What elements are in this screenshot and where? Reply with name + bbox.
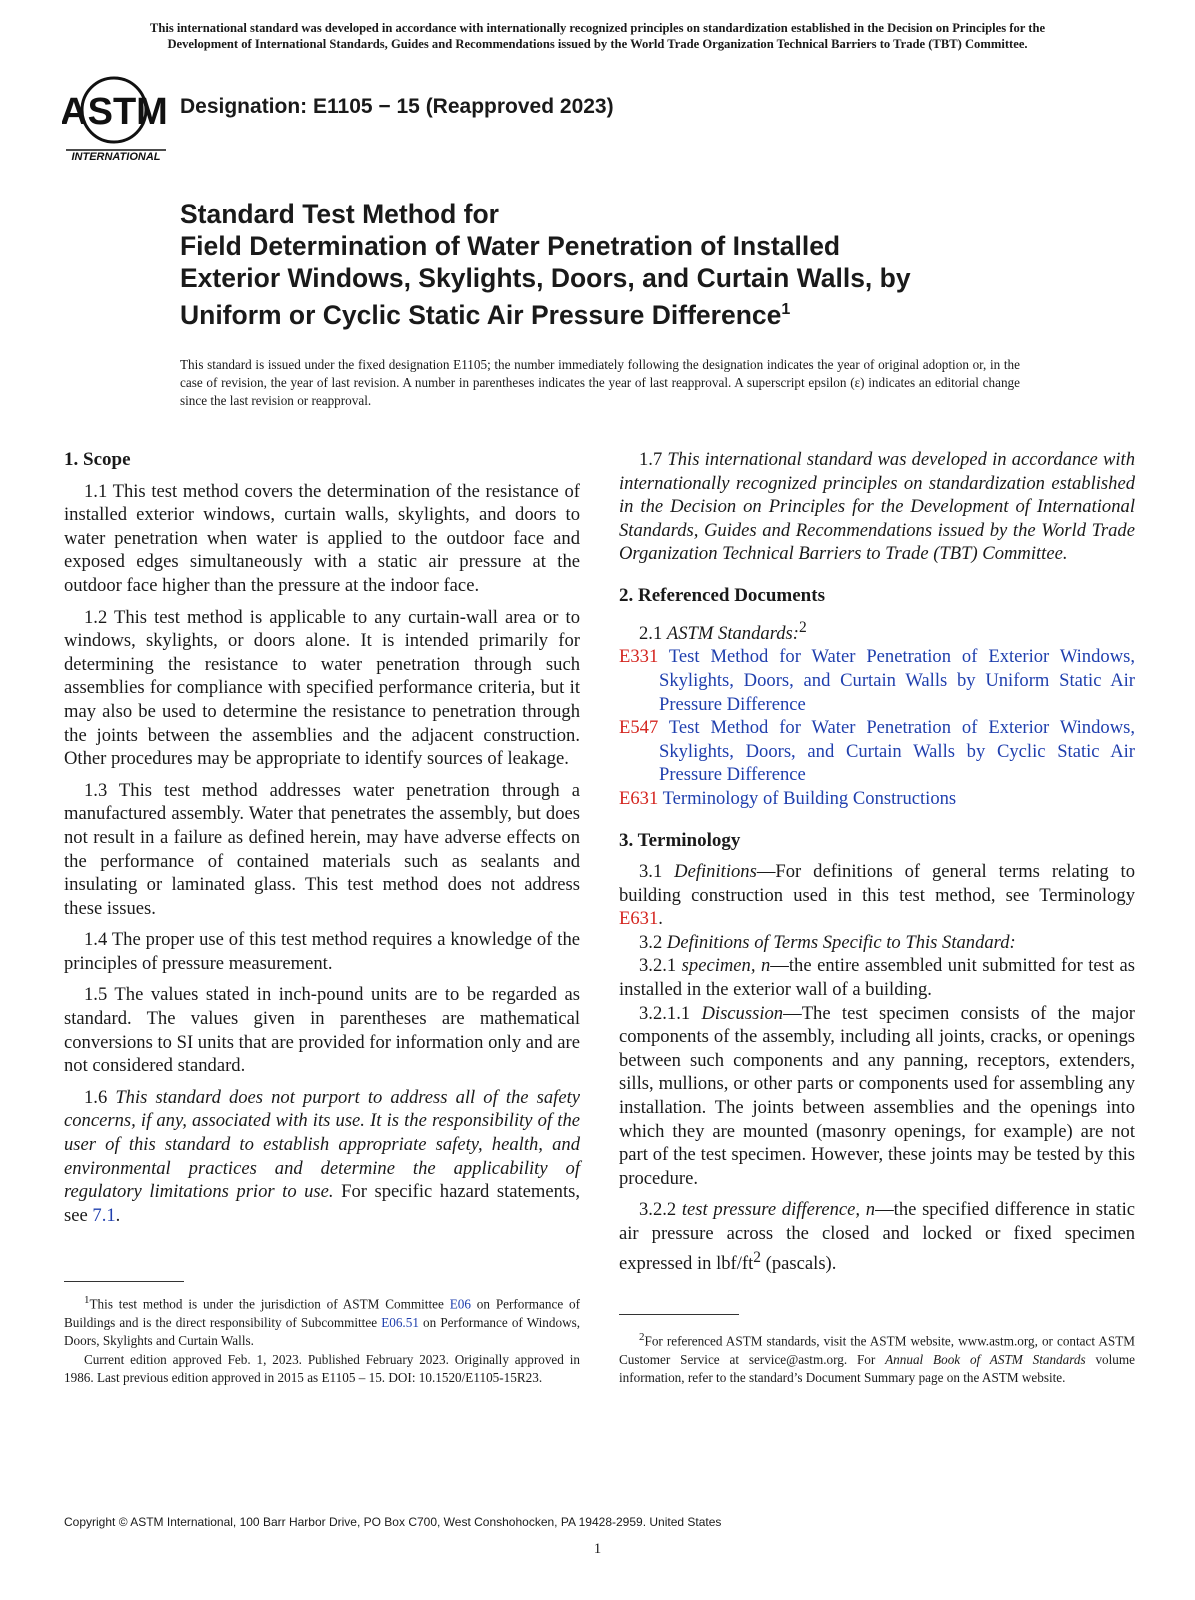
para-3-2-2-term: test pressure difference, n: [681, 1199, 876, 1221]
footnote-2-mark: 2: [639, 1331, 645, 1343]
para-3-2-2: [619, 1198, 1135, 1275]
title-line4: Uniform or Cyclic Static Air Pressure Difference: [180, 299, 782, 330]
ref-title-e331[interactable]: Test Method for Water Penetration of Exterior Windows, Skylights, Doors, and Curtain Walls by Uniform Static Air Pressure Difference: [659, 646, 1136, 715]
ref-item-e331[interactable]: [619, 645, 1135, 716]
title-line3: Exterior Windows, Skylights, Doors, and Curtain Walls, by: [180, 263, 911, 293]
left-column: [64, 448, 580, 1227]
para-1-5: 1.5 The values stated in inch-pound units are to be regarded as standard. The values given in parentheses are mathematical conversions to SI units that are provided for information only and are not considered standard.: [64, 984, 580, 1077]
para-3-2-2-num: 3.2.2: [639, 1199, 677, 1221]
footnote-2-b: volume information, refer to the standard’s Document Summary page on the ASTM website.: [619, 1351, 1135, 1386]
ref-title-e631[interactable]: Terminology of Building Constructions: [662, 787, 957, 809]
para-1-2: 1.2 This test method is applicable to any curtain-wall area or to windows, skylights, or doors alone. It is intended primarily for determining the resistance to water penetration through such assemblies for compliance with specified performance criteria, but it may also be used to determine the resistance to penetration through the joints between the assemblies and the adjacent construction. Other procedures may be appropriate to identify sources of leakage.: [64, 606, 580, 770]
para-3-1-num: 3.1: [639, 861, 663, 883]
para-1-4: 1.4 The proper use of this test method requires a knowledge of the principles of pressure measurement.: [64, 929, 580, 974]
scope-heading: 1. Scope: [64, 449, 131, 470]
footnote-rule-right: [619, 1314, 739, 1315]
logo-letters: ASTM: [62, 91, 168, 133]
para-3-1-label: Definitions: [674, 861, 757, 883]
tbt-notice-line1: This international standard was developed in accordance with internationally recognized principles on standardization established in the Decision on Principles for the: [149, 21, 1046, 35]
footnote-2-a: For referenced ASTM standards, visit the ASTM website, www.astm.org, or contact ASTM Customer Service at service@astm.org. For: [619, 1333, 1135, 1367]
footnote-2: [619, 1328, 1135, 1388]
designation: Designation: E1105 − 15 (Reapproved 2023): [180, 95, 614, 118]
footnote-1-p2: Current edition approved Feb. 1, 2023. Published February 2023. Originally approved in 1986. Last previous edition approved in 2015 as E1105 – 15. DOI: 10.1520/E1105-15R23.: [64, 1351, 580, 1386]
para-3-1: [619, 860, 1135, 931]
footnote-1-p1: [64, 1291, 580, 1351]
para-3-2-1-1-num: 3.2.1.1: [639, 1002, 691, 1024]
para-3-2-label: Definitions of Terms Specific to This Standard:: [666, 931, 1016, 953]
ref-code-e331[interactable]: E331: [619, 646, 659, 668]
issued-notice: This standard is issued under the fixed designation E1105; the number immediately following the designation indicates the year of original adoption or, in the case of revision, the year of last revision. A number in parentheses indicates the year of last reapproval. A superscript epsilon (ε) indicates an editorial change since the last revision or reapproval.: [180, 357, 1020, 408]
para-1-6-italic: This standard does not purport to address all of the safety concerns, if any, associated with its use. It is the responsibility of the user of this standard to establish appropriate safety, health, and environmental practices and determine the applicability of regulatory limitations prior to use.: [64, 1086, 580, 1203]
para-1-7-num: 1.7: [639, 449, 663, 470]
footnote-1-c: on Performance of Windows, Doors, Skylights and Curtain Walls.: [64, 1314, 581, 1349]
para-1-6-num: 1.6: [84, 1086, 108, 1108]
tbt-notice: [60, 20, 1135, 52]
footnote-2-p1: [619, 1328, 1135, 1388]
astm-logo: [62, 72, 170, 167]
document-title: [180, 198, 1060, 331]
para-2-1-num: 2.1: [639, 622, 663, 644]
para-2-1: [619, 616, 1135, 646]
para-1-6-end: .: [115, 1204, 121, 1226]
para-3-2-2-sup: 2: [753, 1248, 762, 1266]
para-2-1-label: ASTM Standards:: [666, 622, 799, 644]
footnote-rule-left: [64, 1281, 184, 1282]
para-3-2-2-text: —the specified difference in static air pressure across the closed and locked or fixed specimen expressed in lbf/ft: [619, 1199, 1135, 1274]
para-3-2-1-text: —the entire assembled unit submitted for test as installed in the exterior wall of a building.: [619, 955, 1135, 1001]
para-3-2-1-num: 3.2.1: [639, 955, 677, 977]
para-3-1-text: —For definitions of general terms relating to building construction used in this test method, see Terminology: [619, 861, 1135, 906]
para-1-7: [619, 448, 1135, 566]
para-3-1-end: .: [658, 908, 663, 930]
para-1-7-italic: This international standard was developed in accordance with internationally recognized principles on standardization established in the Decision on Principles for the Development of International Standards, Guides and Recommendations issued by the World Trade Organization Technical Barriers to Trade (TBT) Committee.: [619, 449, 1135, 565]
para-3-2-1-1: [619, 1002, 1135, 1191]
para-2-1-mark: 2: [798, 618, 807, 636]
para-1-6: [64, 1086, 580, 1228]
ref-item-e631[interactable]: [619, 787, 1135, 811]
referenced-heading: 2. Referenced Documents: [619, 584, 825, 606]
footnote-1-a: This test method is under the jurisdiction of ASTM Committee: [89, 1296, 444, 1312]
copyright: Copyright © ASTM International, 100 Barr Harbor Drive, PO Box C700, West Conshohocken, PA 19428-2959. United States: [64, 1515, 722, 1529]
link-e06-51[interactable]: E06.51: [381, 1314, 419, 1330]
para-3-2-1-1-label: Discussion: [701, 1002, 784, 1024]
para-1-6-tail: For specific hazard statements, see: [64, 1181, 580, 1226]
ref-code-e631[interactable]: E631: [619, 787, 659, 809]
para-3-2: [619, 931, 1135, 955]
title-line2: Field Determination of Water Penetration of Installed: [180, 231, 841, 261]
link-e06[interactable]: E06: [449, 1296, 471, 1312]
logo-international: INTERNATIONAL: [71, 151, 161, 163]
ref-title-e547[interactable]: Test Method for Water Penetration of Exterior Windows, Skylights, Doors, and Curtain Walls by Cyclic Static Air Pressure Difference: [659, 717, 1136, 786]
tbt-notice-line2: Development of International Standards, Guides and Recommendations issued by the World Trade Organization Technical Barriers to Trade (TBT) Committee.: [167, 37, 1028, 51]
terminology-heading: 3. Terminology: [619, 829, 741, 851]
para-3-2-1: [619, 954, 1135, 1001]
link-7-1[interactable]: 7.1: [92, 1204, 116, 1226]
para-3-2-2-end: (pascals).: [761, 1252, 837, 1274]
footnote-1-b: on Performance of Buildings and is the direct responsibility of Subcommittee: [64, 1296, 581, 1330]
footnote-2-italic: Annual Book of ASTM Standards: [885, 1351, 1086, 1367]
para-1-3: 1.3 This test method addresses water penetration through a manufactured assembly. Water that penetrates the assembly, but does not result in a failure as defined herein, may have adverse effects on the performance of contained materials such as sealants and insulating or laminated glass. This test method does not address these issues.: [64, 779, 580, 919]
ref-item-e547[interactable]: [619, 716, 1135, 787]
footnote-1-mark: 1: [84, 1294, 90, 1306]
right-column: [619, 448, 1135, 1275]
para-3-2-num: 3.2: [639, 931, 663, 953]
page-number: 1: [593, 1541, 602, 1557]
title-line1: Standard Test Method for: [180, 199, 499, 229]
ref-code-e547[interactable]: E547: [619, 717, 659, 739]
para-1-1: 1.1 This test method covers the determination of the resistance of installed exterior windows, curtain walls, skylights, and doors to water penetration when water is applied to the outdoor face and exposed edges simultaneously with a static air pressure at the outdoor face higher than the pressure at the indoor face.: [64, 480, 580, 596]
footnote-1: [64, 1291, 580, 1387]
link-e631[interactable]: E631: [619, 908, 659, 930]
para-3-2-1-1-text: —The test specimen consists of the major components of the assembly, including all joints, cracks, or openings between such components and any panning, receptors, extenders, sills, mullions, or other parts or components used for assembling any installation. The joints between assemblies and the openings into which they are mounted (masonry openings, for example) are not part of the test specimen. However, these joints may be tested by this procedure.: [619, 1002, 1136, 1189]
para-3-2-1-term: specimen, n: [681, 955, 771, 977]
title-footnote-mark: 1: [781, 301, 791, 318]
